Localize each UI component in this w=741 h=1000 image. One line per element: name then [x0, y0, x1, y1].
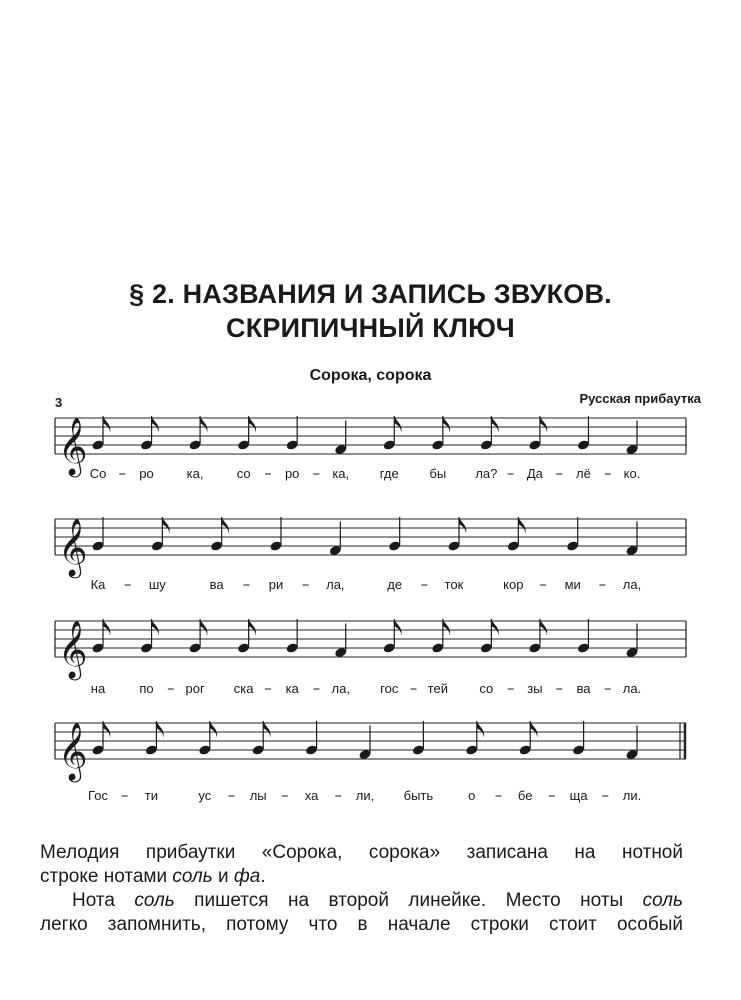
note-flag	[103, 416, 110, 433]
lyric-syllable: ли,	[355, 788, 375, 803]
lyric-syllable: со	[236, 466, 251, 481]
lyric-syllable: Ка	[90, 577, 106, 592]
lyric-syllable: на	[90, 681, 106, 696]
lyric-syllable: бе	[517, 788, 533, 803]
text-run: и	[212, 866, 234, 887]
italic-term-sol: соль	[134, 890, 175, 911]
note-flag	[394, 619, 401, 636]
treble-clef-icon: 𝄞	[58, 722, 88, 780]
lyric-syllable: шу	[148, 577, 166, 592]
text-run: Нота	[72, 890, 135, 911]
lyric-syllable: ла.	[622, 681, 642, 696]
lyric-syllable: Гос	[88, 788, 108, 803]
note-flag	[103, 619, 110, 636]
note-flag	[162, 517, 169, 534]
page-title-line-2: СКРИПИЧНЫЙ КЛЮЧ	[226, 313, 515, 343]
note-flag	[530, 721, 537, 738]
lyric-syllable: ла,	[622, 577, 642, 592]
note-flag	[477, 721, 484, 738]
note-flag	[491, 416, 498, 433]
note-flag	[222, 517, 229, 534]
page-title-line-1: § 2. НАЗВАНИЯ И ЗАПИСЬ ЗВУКОВ.	[129, 279, 612, 309]
lyric-syllable: ща	[569, 788, 588, 803]
lyric-syllable: ми	[564, 577, 581, 592]
paragraph-2-line-1	[72, 888, 683, 913]
lyric-syllable: ка,	[332, 466, 350, 481]
italic-term-fa: фа	[233, 866, 261, 887]
treble-clef-icon: 𝄞	[58, 518, 88, 576]
lyric-syllable: ус	[198, 788, 212, 803]
lyric-syllable: ток	[444, 577, 464, 592]
italic-term-sol: соль	[172, 866, 213, 887]
lyric-syllable: где	[379, 466, 399, 481]
paragraph-1-line-2	[40, 864, 683, 889]
lyric-syllable: со	[479, 681, 494, 696]
note-flag	[200, 416, 207, 433]
note-flag	[156, 721, 163, 738]
note-flag	[249, 619, 256, 636]
lyric-syllable: гос	[380, 681, 399, 696]
lyric-syllable: ти	[144, 788, 159, 803]
lyric-syllable: зы	[527, 681, 543, 696]
lyric-syllable: по	[139, 681, 154, 696]
note-flag	[103, 721, 110, 738]
lyric-syllable: ла?	[475, 466, 498, 481]
staff-system-4	[55, 721, 686, 803]
text-run: пишется на второй линейке. Место ноты	[174, 890, 643, 911]
note-flag	[459, 517, 466, 534]
note-flag	[152, 416, 159, 433]
lyric-syllable: ри	[268, 577, 284, 592]
lyric-syllable: Да	[526, 466, 543, 481]
note-flag	[443, 619, 450, 636]
lyric-syllable: кор	[503, 577, 524, 592]
text-run: строке нотами	[40, 866, 173, 887]
lyric-syllable: ла,	[326, 577, 345, 592]
note-flag	[491, 619, 498, 636]
note-flag	[518, 517, 525, 534]
lyric-syllable: лы	[249, 788, 267, 803]
staff-system-1	[55, 416, 686, 481]
staff-system-3	[55, 619, 686, 696]
note-flag	[263, 721, 270, 738]
note-flag	[152, 619, 159, 636]
note-flag	[394, 416, 401, 433]
lyric-syllable: ва	[576, 681, 591, 696]
lyric-syllable: лё	[576, 466, 591, 481]
lyric-syllable: о	[468, 788, 476, 803]
note-flag	[540, 416, 547, 433]
lyric-syllable: бы	[429, 466, 447, 481]
lyric-syllable: ро	[284, 466, 300, 481]
lyric-syllable: ко.	[623, 466, 641, 481]
note-flag	[200, 619, 207, 636]
lyric-syllable: ха	[304, 788, 319, 803]
note-flag	[443, 416, 450, 433]
treble-clef-icon: 𝄞	[58, 417, 88, 475]
treble-clef-icon: 𝄞	[58, 620, 88, 678]
lyric-syllable: де	[387, 577, 403, 592]
lyric-syllable: Со	[89, 466, 107, 481]
paragraph-1-line-1: Мелодия прибаутки «Сорока, сорока» записана на нотной	[40, 842, 683, 863]
paragraph-2-line-2: легко запомнить, потому что в начале строки стоит особый	[40, 914, 683, 935]
song-title: Сорока, сорока	[309, 367, 432, 384]
lyric-syllable: быть	[403, 788, 434, 803]
note-flag	[540, 619, 547, 636]
lyric-syllable: ка,	[186, 466, 204, 481]
text-run: .	[260, 866, 266, 887]
lyric-syllable: ли.	[622, 788, 642, 803]
lyric-syllable: ска	[233, 681, 254, 696]
lyric-syllable: ла,	[331, 681, 350, 696]
song-source: Русская прибаутка	[579, 391, 701, 406]
lyric-syllable: ро	[139, 466, 154, 481]
measure-number: 3	[55, 395, 63, 410]
note-flag	[210, 721, 217, 738]
italic-term-sol: соль	[642, 890, 683, 911]
lyric-syllable: тей	[427, 681, 448, 696]
lyric-syllable: ка	[285, 681, 299, 696]
lyric-syllable: рог	[185, 681, 205, 696]
lyric-syllable: ва	[209, 577, 224, 592]
staff-system-2	[55, 517, 686, 592]
note-flag	[249, 416, 256, 433]
